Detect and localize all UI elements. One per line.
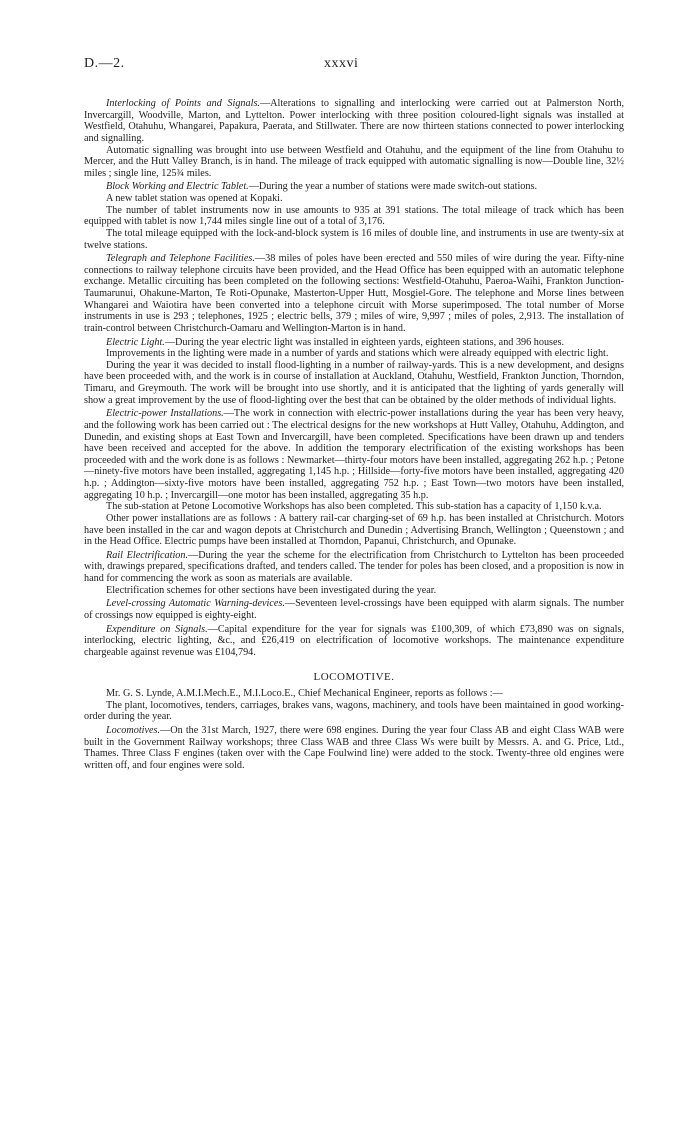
paragraph-heading: Electric-power Installations.: [106, 408, 224, 420]
paragraph: [84, 360, 624, 407]
report-body: [84, 98, 624, 771]
paragraph-text: —Alterations to signalling and interlocking were carried out at Palmerston North, Invercargill, Woodville, Marton, and Lyttelton. Power interlocking with three position coloured-light signals was installed at Westfield, Otahuhu, Whangarei, Papakura, Paerata, and Stillwater. There are now thirteen stations connected to power interlocking and signalling.: [84, 98, 625, 144]
page-header: [84, 56, 624, 72]
paragraph: [84, 205, 624, 228]
paragraph: [84, 193, 624, 205]
paragraph: [84, 181, 624, 193]
paragraph: [84, 624, 624, 659]
paragraph-heading: Expenditure on Signals.: [106, 623, 208, 635]
paragraph: [84, 348, 624, 360]
document-reference: D.—2.: [84, 56, 125, 71]
paragraph-text: —During the year the scheme for the electrification from Christchurch to Lyttelton has been proceeded with, drawings prepared, specifications drafted, and tenders called. The tender for poles has been closed, and a proposition is now in hand for commencing the work as soon as materials are available.: [84, 549, 624, 584]
paragraph-heading: Electric Light.: [106, 336, 165, 348]
paragraph: [84, 228, 624, 251]
paragraph-text: —During the year a number of stations were made switch-out stations.: [248, 181, 537, 193]
paragraph: [84, 598, 624, 621]
paragraph-text: The total mileage equipped with the lock-and-block system is 16 miles of double line, and instruments in use are twenty-six at twelve stations.: [84, 227, 624, 251]
paragraph-heading: Locomotives.: [106, 724, 161, 736]
paragraph: [84, 513, 624, 548]
paragraph: [84, 98, 624, 145]
paragraph-text: The plant, locomotives, tenders, carriages, brakes vans, wagons, machinery, and tools have been maintained in good working-order during the year.: [84, 699, 624, 723]
signalling-section: [84, 98, 624, 658]
paragraph: [84, 501, 624, 513]
paragraph-text: The number of tablet instruments now in use amounts to 935 at 391 stations. The total mileage of track which has been equipped with tablet is now 1,744 miles single line out of a total of 3,176.: [84, 204, 624, 228]
paragraph-text: —38 miles of poles have been erected and 550 miles of wire during the year. Fifty-nine connections to railway telephone circuits have been provided, and the Head Office has been equipped with an automatic telephone exchange. Metallic circuiting has been completed on the following sections: Westfield-Otahuhu, Paeroa-Waihi, Frankton Junction-Taumarunui, Ohakune-Marton, Te Roti-Opunake, Masterton-Upper Hutt, Mosgiel-Gore. The telephone and Morse lines between Whangarei and Waiotira have been converted into a telephone circuit with Morse superimposed. The total number of Morse instruments in use is 293 ; telephones, 1925 ; electric bells, 379 ; miles of wire, 9,997 ; miles of poles, 2,913. The installation of train-control between Christchurch-Oamaru and Wellington-Marton is in hand.: [84, 253, 624, 334]
paragraph-heading: Telegraph and Telephone Facilities.: [106, 253, 255, 265]
paragraph-text: The sub-station at Petone Locomotive Workshops has also been completed. This sub-station has a capacity of 1,150 k.v.a.: [106, 501, 602, 513]
paragraph: [84, 700, 624, 723]
paragraph: [84, 337, 624, 349]
paragraph: [84, 550, 624, 585]
paragraph: [84, 145, 624, 180]
section-heading: LOCOMOTIVE.: [313, 671, 395, 684]
paragraph-heading: Interlocking of Points and Signals.: [106, 98, 260, 109]
paragraph-text: Other power installations are as follows : A battery rail-car charging-set of 69 h.p. has been installed at Christchurch. Motors have been installed in the car and wagon depots at Christchurch and Dunedin ; Advertising Branch, Wellington ; Queenstown ; and in the Head Office. Electric pumps have been installed at Thorndon, Papanui, Christchurch, and Opunake.: [84, 512, 624, 548]
paragraph-text: A new tablet station was opened at Kopaki.: [106, 193, 283, 204]
document-page: [84, 56, 624, 771]
locomotive-section: [84, 688, 624, 771]
paragraph-text: —On the 31st March, 1927, there were 698 engines. During the year four Class AB and eight Class WAB were built in the Government Railway workshops; three Class WAB and three Class Ws were built by Messrs. A. and G. Price, Ltd., Thames. Three Class F engines (taken over with the Cape Foulwind line) were added to the stock. Twenty-three old engines were written off, and four engines were sold.: [84, 724, 624, 771]
paragraph-text: Automatic signalling was brought into use between Westfield and Otahuhu, and the equipment of the line from Otahuhu to Mercer, and the Hutt Valley Branch, is in hand. The mileage of track equipped with automatic signalling is now—Double line, 32½ miles ; single line, 125¾ miles.: [84, 144, 624, 179]
paragraph-heading: Rail Electrification.: [106, 549, 189, 561]
paragraph-text: —During the year electric light was installed in eighteen yards, eighteen stations, and 396 houses.: [164, 336, 565, 348]
paragraph-text: Improvements in the lighting were made in a number of yards and stations which were already equipped with electric light.: [106, 348, 609, 360]
paragraph-text: —The work in connection with electric-power installations during the year has been very heavy, and the following work has been carried out : The electrical designs for the new workshops at Hutt Valley, Otahuhu, Addington, and Dunedin, and existing shops at East Town and Invercargill, have been completed. Specifications have been drawn up and tenders have been received and accepted for the above. In addition the temporary electrification of the existing workshops has been proceeded with and the work done is as follows : Newmarket—thirty-four motors have been installed, aggregating 262 h.p. ; Petone—ninety-five motors have been installed, aggregating 1,145 h.p. ; Hillside—forty-five motors have been installed, aggregating 420 h.p. ; Addington—sixty-five motors have been installed, aggregating 752 h.p. ; East Town—two motors have been installed, aggregating 10 h.p. ; Invercargill—one motor has been installed, aggregating 35 h.p.: [84, 408, 624, 501]
paragraph-text: Electrification schemes for other sections have been investigated during the year.: [106, 584, 437, 596]
paragraph-text: Mr. G. S. Lynde, A.M.I.Mech.E., M.I.Loco.E., Chief Mechanical Engineer, reports as follows :—: [106, 688, 503, 699]
paragraph-text: —Seventeen level-crossings have been equipped with alarm signals. The number of crossings now equipped is eighty-eight.: [84, 598, 624, 621]
paragraph: [84, 253, 624, 334]
paragraph-heading: Block Working and Electric Tablet.: [106, 181, 249, 193]
paragraph-text: During the year it was decided to install flood-lighting in a number of railway-yards. This is a new development, and designs have been proceeded with, and the work is in course of installation at Auckland, Otahuhu, Westfield, Frankton Junction, Thorndon, Timaru, and Greymouth. The work will be brought into use shortly, and it is anticipated that the lighting of yards generally will show a great improvement by the use of flood-lighting over the best that can be obtained by the older methods of individual lights.: [84, 359, 624, 406]
paragraph: [84, 408, 624, 501]
paragraph: [84, 585, 624, 597]
paragraph: [84, 725, 624, 772]
paragraph-text: —Capital expenditure for the year for signals was £100,309, of which £73,890 was on signals, interlocking, electric lighting, &c., and £26,419 on electrification of locomotive workshops. The maintenance expenditure chargeable against revenue was £104,794.: [84, 623, 624, 658]
paragraph-heading: Level-crossing Automatic Warning-devices.: [106, 598, 285, 610]
paragraph: [84, 688, 624, 700]
page-number: xxxvi: [324, 56, 359, 71]
